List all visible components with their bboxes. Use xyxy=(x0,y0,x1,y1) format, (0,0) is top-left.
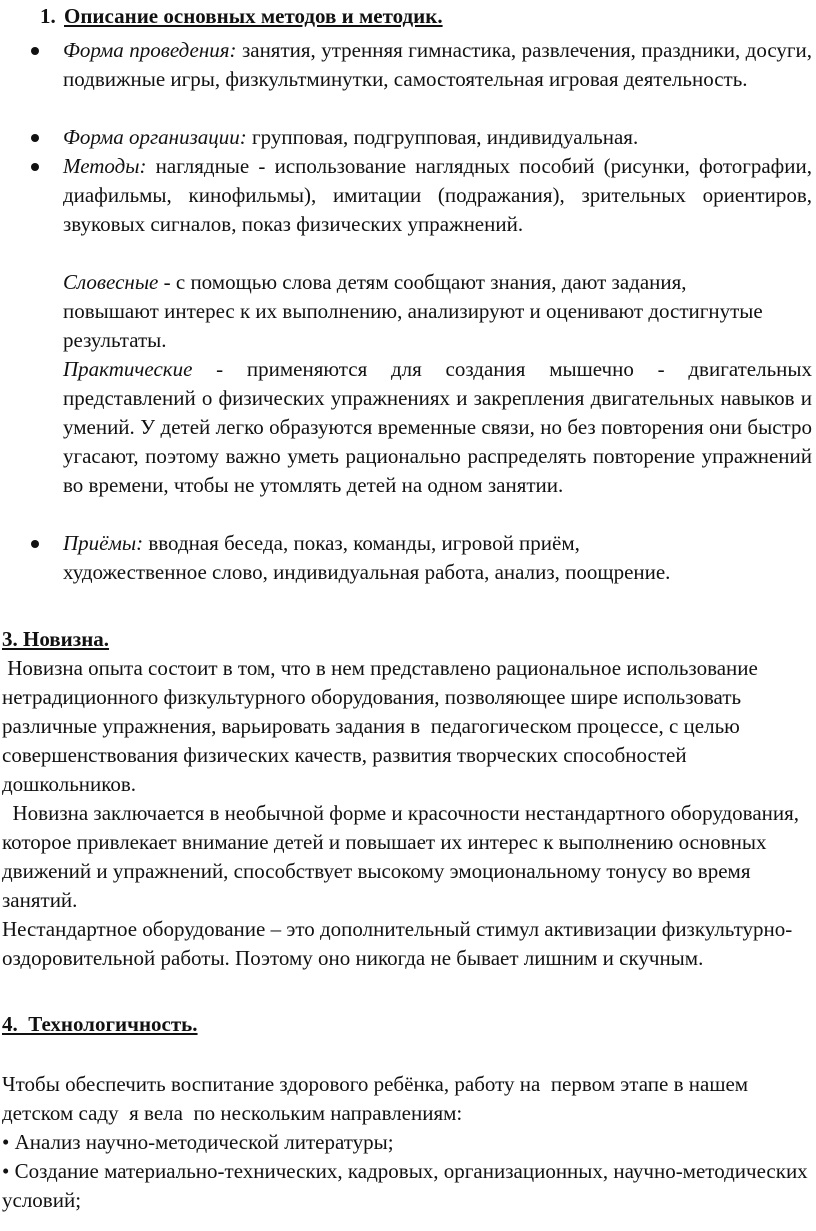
novelty-paragraph-3: Нестандартное оборудование – это дополнительный стимул активизации физкультурно-оздоровительной работы. Поэтому оно никогда не бывает лишним и скучным. xyxy=(2,917,793,970)
practical-methods-text: - применяются для создания мышечно - двигательных представлений о физических упражнениях и закрепления двигательных навыков и умений. У детей легко образуются временные связи, но без повторения они быстро угасают, поэтому важно уметь рационально распределять повторение упражнений во времени, чтобы не утомлять детей на одном занятии. xyxy=(63,357,812,497)
practical-methods-label: Практические xyxy=(63,357,193,381)
verbal-methods-text: - с помощью слова детям сообщают знания, дают задания, повышают интерес к их выполнению, анализируют и оценивают достигнутые результаты. xyxy=(63,270,763,352)
section-3-body xyxy=(2,654,814,1002)
form-organization-label: Форма организации: xyxy=(63,125,247,149)
list-item-methods xyxy=(0,152,816,268)
section-3-heading xyxy=(2,625,814,654)
form-conduct-label: Форма проведения: xyxy=(63,38,237,62)
techniques-text: вводная беседа, показ, команды, игровой приём, художественное слово, индивидуальная работа, анализ, поощрение. xyxy=(63,531,671,584)
list-item-verbal-methods xyxy=(0,268,816,355)
section-3-title: 3. Новизна. xyxy=(2,627,110,651)
section-1-heading xyxy=(40,2,443,31)
verbal-methods-label: Словесные xyxy=(63,270,159,294)
section-1-number: 1. xyxy=(40,4,56,28)
technology-intro: Чтобы обеспечить воспитание здорового ребёнка, работу на первом этапе в нашем детском саду я вела по нескольким направлениям: xyxy=(2,1072,754,1125)
form-organization-text: групповая, подгрупповая, индивидуальная. xyxy=(246,125,639,149)
novelty-paragraph-2: Новизна заключается в необычной форме и красочности нестандартного оборудования, которое привлекает внимание детей и повышает их интерес к выполнению основных движений и упражнений, способствует высокому эмоциональному тонусу во время занятий. xyxy=(2,801,805,912)
list-item-form-organization xyxy=(0,123,816,152)
bullet-icon xyxy=(31,134,39,142)
technology-item-2: • Создание материально-технических, кадровых, организационных, научно-методических условий; xyxy=(2,1159,808,1212)
section-4-heading xyxy=(2,1010,814,1039)
section-4-title: 4. Технологичность. xyxy=(2,1012,198,1036)
methods-text: наглядные - использование наглядных пособий (рисунки, фотографии, диафильмы, кинофильмы), имитации (подражания), зрительных ориентиров, звуковых сигналов, показ физических упражнений. xyxy=(63,154,812,236)
list-item-practical-methods xyxy=(0,355,816,529)
bullet-icon xyxy=(31,47,39,55)
section-1-title: Описание основных методов и методик. xyxy=(64,4,443,28)
bullet-icon xyxy=(31,540,39,548)
section-4-body xyxy=(2,1070,814,1215)
list-item-form-conduct xyxy=(0,36,816,123)
bullet-icon xyxy=(31,163,39,171)
technology-item-1: • Анализ научно-методической литературы; xyxy=(2,1130,394,1154)
methods-label: Методы: xyxy=(63,154,147,178)
form-conduct-text: занятия, утренняя гимнастика, развлечения, праздники, досуги, подвижные игры, физкультминутки, самостоятельная игровая деятельность. xyxy=(63,38,813,91)
techniques-label: Приёмы: xyxy=(63,531,144,555)
methods-list xyxy=(0,36,816,587)
list-item-techniques xyxy=(0,529,816,587)
novelty-paragraph-1: Новизна опыта состоит в том, что в нем представлено рациональное использование нетрадиционного физкультурного оборудования, позволяющее шире использовать различные упражнения, варьировать задания в педагогическом процессе, с целью совершенствования физических качеств, развития творческих способностей дошкольников. xyxy=(2,656,764,796)
